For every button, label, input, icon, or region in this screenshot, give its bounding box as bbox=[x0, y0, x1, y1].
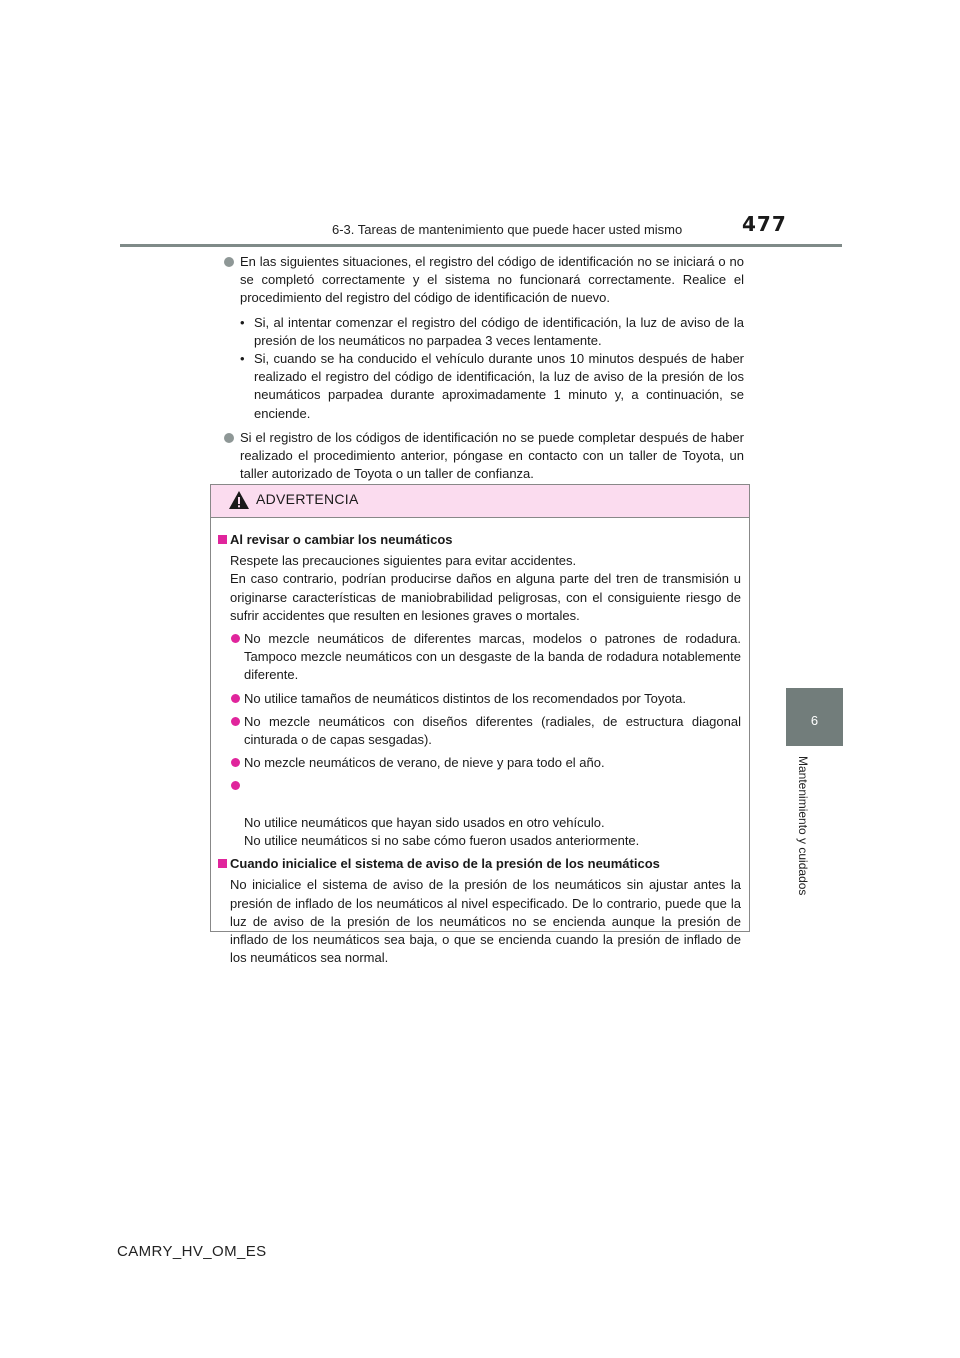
dot-marker-icon: • bbox=[240, 351, 245, 367]
warning-header bbox=[211, 485, 749, 518]
list-item-text: Si, al intentar comenzar el registro del código de identificación, la luz de aviso de la presión de los neumáticos no parpadea 3 veces lentamente. bbox=[254, 314, 744, 348]
pink-square-icon bbox=[218, 859, 227, 868]
chapter-tab-number: 6 bbox=[810, 713, 819, 728]
warning-title: ADVERTENCIA bbox=[256, 491, 359, 507]
section-heading-text: Al revisar o cambiar los neumáticos bbox=[230, 532, 453, 547]
list-item bbox=[240, 350, 744, 423]
section-text: Respete las precauciones siguientes para evitar accidentes. En caso contrario, podrían producirse daños en alguna parte del tren de transmisión u originarse características de maniobrabilidad peligrosas, con el consiguiente riesgo de sufrir accidentes que resulten en lesiones graves o mortales. bbox=[230, 553, 741, 623]
section-text: No inicialice el sistema de aviso de la presión de los neumáticos sin ajustar antes la presión de inflado de los neumáticos al nivel especificado. De lo contrario, puede que la luz de aviso de la presión de los neumáticos no se encienda aunque la presión de inflado de los neumáticos sea baja, o que se encienda cuando la presión de inflado de los neumáticos sea normal. bbox=[230, 877, 741, 966]
pink-bullet-icon bbox=[231, 781, 240, 790]
page-number: 477 bbox=[742, 212, 787, 236]
warning-item bbox=[230, 690, 741, 708]
info-bullet-text: En las siguientes situaciones, el registro del código de identificación no se iniciará o no se completó correctamente y el sistema no funcionará correctamente. Realice el procedimiento del registro del código de identificación de nuevo. bbox=[240, 254, 744, 306]
warning-item bbox=[230, 777, 741, 850]
warning-item-text: No mezcle neumáticos con diseños diferentes (radiales, de estructura diagonal cinturada o de capas sesgadas). bbox=[244, 713, 741, 748]
warning-item-text: No mezcle neumáticos de diferentes marcas, modelos o patrones de rodadura. Tampoco mezcle neumáticos con un desgaste de la banda de rodadura notablemente diferente. bbox=[244, 631, 741, 683]
section-title: 6-3. Tareas de mantenimiento que puede hacer usted mismo bbox=[332, 222, 683, 237]
info-bullet-text: Si el registro de los códigos de identificación no se puede completar después de haber realizado el procedimiento anterior, póngase en contacto con un taller de Toyota, un taller autorizado de Toyota o un taller de confianza. bbox=[240, 429, 744, 482]
dot-marker-icon: • bbox=[240, 314, 245, 330]
main-content bbox=[222, 253, 744, 489]
section-heading-text: Cuando inicialice el sistema de aviso de la presión de los neumáticos bbox=[230, 856, 660, 872]
grey-bullet-icon bbox=[224, 433, 234, 443]
pink-bullet-icon bbox=[231, 758, 240, 767]
warning-item-text: No mezcle neumáticos de verano, de nieve y para todo el año. bbox=[244, 755, 605, 771]
warning-item-text: No utilice tamaños de neumáticos distintos de los recomendados por Toyota. bbox=[244, 690, 687, 706]
warning-body bbox=[211, 518, 749, 967]
grey-bullet-icon bbox=[224, 257, 234, 267]
section-heading bbox=[218, 531, 741, 549]
pink-bullet-icon bbox=[231, 717, 240, 726]
list-item bbox=[240, 314, 744, 350]
info-bullet bbox=[222, 253, 744, 308]
warning-triangle-icon bbox=[228, 490, 250, 510]
pink-bullet-icon bbox=[231, 634, 240, 643]
document-code: CAMRY_HV_OM_ES bbox=[117, 1243, 267, 1260]
chapter-tab-label: Mantenimiento y cuidados bbox=[796, 756, 810, 896]
warning-item-text: No utilice neumáticos que hayan sido usados en otro vehículo. No utilice neumáticos si no sabe cómo fueron usados anteriormente. bbox=[244, 814, 640, 849]
warning-item bbox=[230, 713, 741, 749]
pink-bullet-icon bbox=[231, 694, 240, 703]
section-heading bbox=[218, 855, 741, 873]
info-bullet bbox=[222, 429, 744, 484]
sub-list bbox=[240, 314, 744, 423]
header-rule bbox=[120, 244, 842, 247]
warning-item bbox=[230, 754, 741, 772]
warning-item bbox=[230, 630, 741, 685]
list-item-text: Si, cuando se ha conducido el vehículo durante unos 10 minutos después de haber realizado el registro del código de identificación, la luz de aviso de la presión de los neumáticos parpadea durante aproximadamente 1 minuto y, a continuación, se enciende. bbox=[254, 351, 744, 421]
pink-square-icon bbox=[218, 535, 227, 544]
warning-box bbox=[210, 484, 750, 966]
